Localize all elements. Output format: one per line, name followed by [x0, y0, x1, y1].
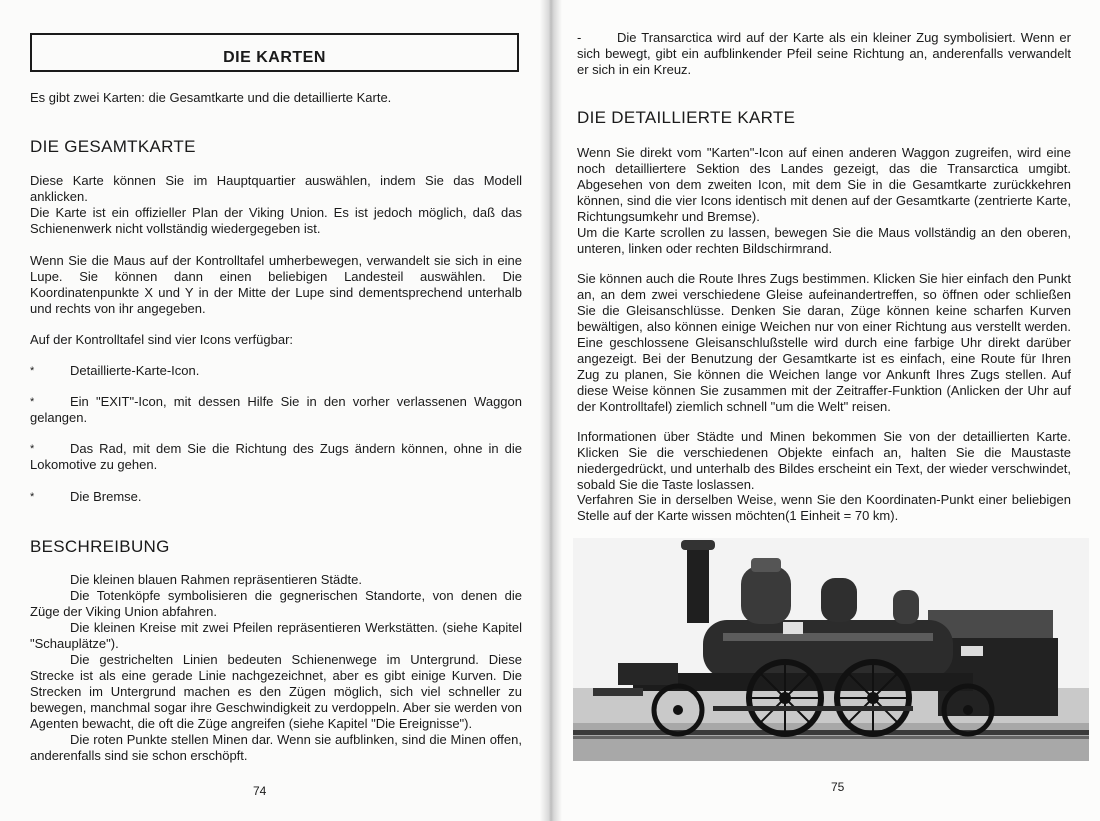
description-item — [30, 572, 522, 588]
description-text: Die kleinen blauen Rahmen repräsentieren Städte. — [70, 572, 362, 587]
description-item — [30, 588, 522, 620]
icon-list-item — [30, 394, 522, 426]
gesamt-paragraph-1: Diese Karte können Sie im Hauptquartier auswählen, indem Sie das Modell anklicken. — [30, 173, 522, 204]
description-list — [30, 572, 522, 764]
book-spine — [540, 0, 562, 821]
icon-list-item — [30, 441, 522, 473]
chapter-title-box — [30, 33, 519, 72]
heading-gesamtkarte: DIE GESAMTKARTE — [30, 137, 196, 156]
gesamt-paragraph-4: Auf der Kontrolltafel sind vier Icons verfügbar: — [30, 332, 294, 347]
description-item — [30, 620, 522, 652]
description-item — [30, 732, 522, 764]
page-number-left: 74 — [253, 784, 267, 798]
detail-paragraph-3b: Verfahren Sie in derselben Weise, wenn Sie den Koordinaten-Punkt einer beliebigen Stelle auf der Karte wissen möchten(1 Einheit = 70 km). — [577, 492, 1071, 523]
bullet-mark: * — [30, 443, 35, 455]
icon-list-item — [30, 363, 522, 379]
description-text: Die roten Punkte stellen Minen dar. Wenn sie aufblinken, sind die Minen offen, anderenfalls sind sie schon erschöpft. — [30, 732, 522, 763]
icon-list-text: Die Bremse. — [70, 489, 142, 504]
detail-paragraph-1: Wenn Sie direkt vom "Karten"-Icon auf einen anderen Waggon zugreifen, wird eine noch detailliertere Sektion des Landes gezeigt, das die Transarctica umgibt. Abgesehen von dem zweiten Icon, mit dem Sie in die Gesamtkarte zurückkehren können, sind die vier Icons identisch mit denen auf der Gesamtkarte (zentrierte Karte, Richtungsumkehr und Bremse). — [577, 145, 1071, 224]
icon-list-text: Detaillierte-Karte-Icon. — [70, 363, 200, 378]
detail-paragraph-3: Informationen über Städte und Minen bekommen Sie von der detaillierten Karte. Klicken Sie die verschiedenen Objekte einfach an, halten Sie die Maustaste niedergedrückt, und unterhalb des Bildes erscheint ein Text, der wieder verschwindet, sobald Sie die Taste loslassen. — [577, 429, 1071, 492]
bullet-mark: * — [30, 491, 35, 503]
description-text: Die gestrichelten Linien bedeuten Schienenwege im Untergrund. Diese Strecke ist als eine gerade Linie nachgezeichnet, aber es gibt einige Kurven. Die Strecken im Untergrund machen es den Zügen möglich, sich viel schneller zu bewegen, manchmal sogar ihre Geschwindigkeit zu verdoppeln. Aber sie werden von Agenten bewacht, die oft die Züge angreifen (siehe Kapitel "Die Ereignisse"). — [30, 652, 522, 731]
icon-list-item — [30, 489, 522, 505]
chapter-title: DIE KARTEN — [223, 49, 326, 66]
bullet-mark: * — [30, 396, 35, 408]
locomotive-photo — [573, 538, 1089, 761]
transarctica-text: Die Transarctica wird auf der Karte als ein kleiner Zug symbolisiert. Wenn er sich bewegt, gibt ein aufblinkender Pfeil seine Richtung an, anderenfalls verwandelt er sich in ein Kreuz. — [577, 30, 1071, 77]
heading-detaillierte-karte: DIE DETAILLIERTE KARTE — [577, 108, 796, 127]
intro-text: Es gibt zwei Karten: die Gesamtkarte und die detaillierte Karte. — [30, 90, 392, 105]
page-number-right: 75 — [831, 780, 845, 794]
icon-list-text: Das Rad, mit dem Sie die Richtung des Zugs ändern können, ohne in die Lokomotive zu gehen. — [30, 441, 522, 472]
description-item — [30, 652, 522, 732]
description-text: Die Totenköpfe symbolisieren die gegnerischen Standorte, von denen die Züge der Viking Union abfahren. — [30, 588, 522, 619]
gesamt-paragraph-2: Die Karte ist ein offizieller Plan der Viking Union. Es ist jedoch möglich, daß das Schienenwerk nicht vollständig wiedergegeben ist. — [30, 205, 522, 236]
bullet-mark: * — [30, 365, 35, 377]
gesamt-paragraph-3: Wenn Sie die Maus auf der Kontrolltafel umherbewegen, verwandelt sie sich in eine Lupe. Sie können dann einen beliebigen Landesteil auswählen. Die Koordinatenpunkte X und Y in der Mitte der Lupe sind dementsprechend unterhalb und rechts von ihr angegeben. — [30, 253, 522, 316]
dash-mark: - — [577, 30, 582, 45]
transarctica-item — [577, 30, 1071, 78]
detail-paragraph-1b: Um die Karte scrollen zu lassen, bewegen Sie die Maus vollständig an den oberen, unteren, linken oder rechten Bildschirmrand. — [577, 225, 1071, 256]
heading-beschreibung: BESCHREIBUNG — [30, 537, 170, 556]
description-text: Die kleinen Kreise mit zwei Pfeilen repräsentieren Werkstätten. (siehe Kapitel "Schauplätze"). — [30, 620, 522, 651]
detail-paragraph-2: Sie können auch die Route Ihres Zugs bestimmen. Klicken Sie hier einfach den Punkt an, an dem zwei verschiedene Gleise aufeinandertreffen, so öffnen oder schließen Sie die Gleisanschlüsse. Denken Sie daran, Züge können keine scharfen Kurven bewältigen, also können einige Weichen nur von einer Richtung aus verstellt werden. Eine geschlossene Gleisanschlußstelle wird durch eine farbige Uhr direkt darüber angezeigt. Bei der Benutzung der Gesamtkarte ist es einfach, eine Route für Ihren Zug zu planen, Sie können die Weichen lange vor Ankunft Ihres Zugs stellen. Auf diese Weise können Sie zusammen mit der Zeitraffer-Funktion (Anlicken der Uhr auf der Kontrolltafel) ziemlich schnell "um die Welt" reisen. — [577, 271, 1071, 414]
icon-list-text: Ein "EXIT"-Icon, mit dessen Hilfe Sie in den vorher verlassenen Waggon gelangen. — [30, 394, 522, 425]
